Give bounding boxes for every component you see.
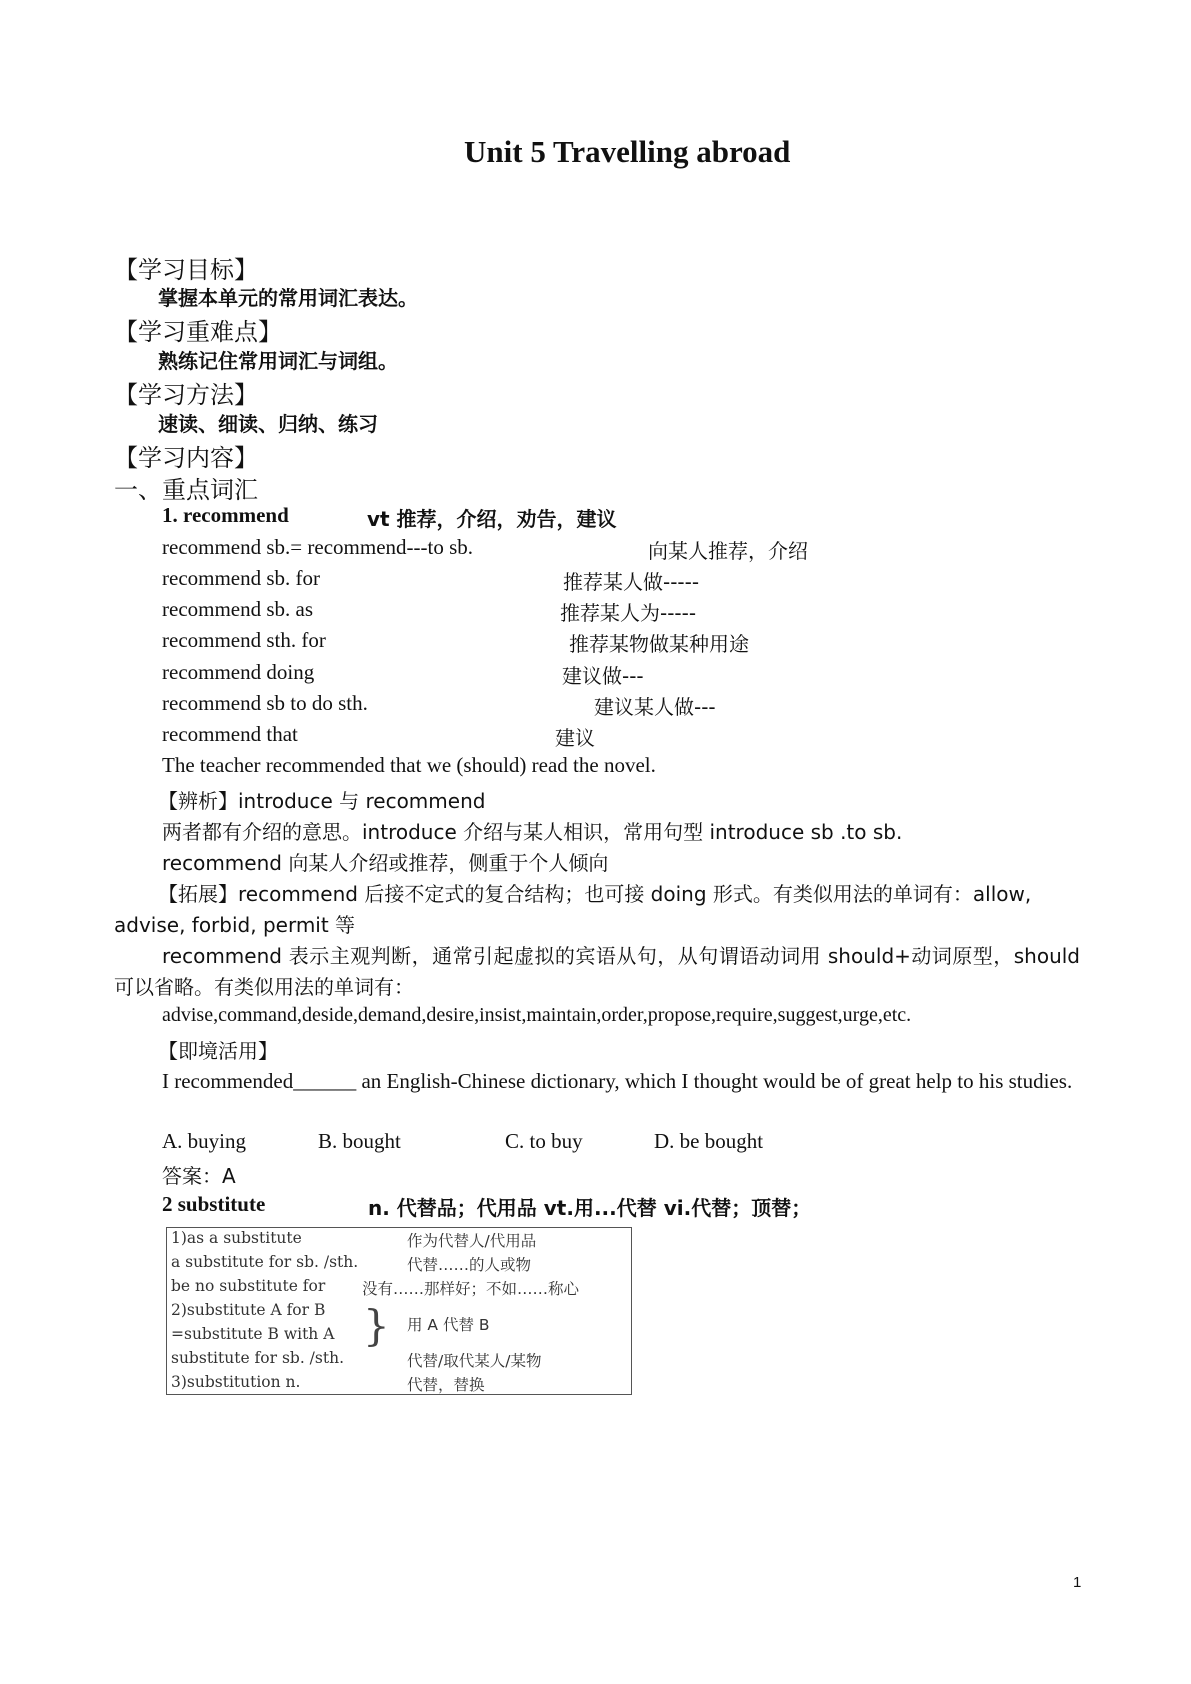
substitute-usage-table (166, 1227, 632, 1395)
table-row (167, 1229, 631, 1253)
subjunctive-paragraph: recommend 表示主观判断，通常引起虚拟的宾语从句，从句谓语动词用 should+动词原型，should 可以省略。有类似用法的单词有： (114, 944, 1080, 999)
phrase-cn: 推荐某人做----- (563, 570, 700, 594)
phrase-cn: 建议某人做--- (594, 695, 716, 719)
table-cell-en: a substitute for sb. /sth. (171, 1253, 359, 1271)
phrase-cn: 向某人推荐，介绍 (648, 539, 808, 563)
phrase-en: recommend sth. for (162, 628, 326, 652)
phrase-en: recommend sb. for (162, 566, 321, 590)
phrase-cn: 建议 (555, 726, 595, 750)
table-cell-en: be no substitute for (171, 1277, 326, 1295)
goal-heading: 【学习目标】 (114, 256, 258, 284)
option-b: B. bought (318, 1129, 401, 1153)
table-cell-cn: 用 A 代替 B (407, 1316, 490, 1334)
key-heading: 【学习重难点】 (114, 318, 282, 346)
compare-line-2: recommend 向某人介绍或推荐，侧重于个人倾向 (162, 851, 609, 875)
practice-heading: 【即境活用】 (158, 1039, 278, 1063)
phrase-en: recommend sb to do sth. (162, 691, 368, 715)
method-heading: 【学习方法】 (114, 381, 258, 409)
table-cell-en: =substitute B with A (171, 1325, 335, 1343)
compare-heading: 【辨析】introduce 与 recommend (158, 789, 486, 813)
table-row (167, 1373, 631, 1397)
key-text: 熟练记住常用词汇与词组。 (158, 349, 398, 373)
goal-text: 掌握本单元的常用词汇表达。 (158, 286, 418, 310)
table-cell-cn: 没有……那样好；不如……称心 (362, 1280, 580, 1298)
table-row (167, 1277, 631, 1301)
compare-line-1: 两者都有介绍的意思。introduce 介绍与某人相识，常用句型 introduce sb .to sb. (162, 820, 903, 844)
example-sentence: The teacher recommended that we (should) read the novel. (162, 753, 656, 777)
phrase-cn: 推荐某物做某种用途 (569, 632, 749, 656)
phrase-en: recommend doing (162, 660, 315, 684)
table-cell-en: 3)substitution n. (171, 1373, 301, 1391)
table-cell-cn: 代替/取代某人/某物 (407, 1352, 542, 1370)
content-heading: 【学习内容】 (114, 444, 258, 472)
table-cell-en: substitute for sb. /sth. (171, 1349, 344, 1367)
table-cell-en: 1)as a substitute (171, 1229, 302, 1247)
practice-question: I recommended______ an English-Chinese dictionary, which I thought would be of great help to his studies. (162, 1069, 1073, 1093)
extend-paragraph: 【拓展】recommend 后接不定式的复合结构；也可接 doing 形式。有类似用法的单词有：allow, advise, forbid, permit 等 (114, 882, 1032, 937)
table-cell-cn: 代替，替换 (407, 1376, 485, 1394)
option-c: C. to buy (505, 1129, 583, 1153)
vocab-heading: 一、重点词汇 (114, 476, 258, 504)
phrase-cn: 建议做--- (562, 664, 644, 688)
phrase-en: recommend sb. as (162, 597, 314, 621)
phrase-en: recommend that (162, 722, 298, 746)
verb-list: advise,command,deside,demand,desire,insist,maintain,order,propose,require,suggest,urge,etc. (162, 1004, 912, 1026)
option-a: A. buying (162, 1129, 246, 1153)
page-title: Unit 5 Travelling abroad (464, 134, 791, 169)
brace-symbol: } (363, 1301, 390, 1350)
table-cell-cn: 作为代替人/代用品 (407, 1232, 537, 1250)
phrase-cn: 推荐某人为----- (560, 601, 697, 625)
table-cell-cn: 代替……的人或物 (407, 1256, 532, 1274)
word1-head: 1. recommend (162, 503, 289, 527)
table-row (167, 1316, 631, 1349)
table-row (167, 1349, 631, 1373)
word2-definition: n. 代替品；代用品 vt.用...代替 vi.代替；顶替； (368, 1196, 812, 1220)
answer: 答案：A (162, 1164, 236, 1188)
word2-head: 2 substitute (162, 1192, 266, 1216)
phrase-en: recommend sb.= recommend---to sb. (162, 535, 474, 559)
table-row (167, 1301, 631, 1325)
table-row (167, 1253, 631, 1277)
table-cell-en: 2)substitute A for B (171, 1301, 326, 1319)
option-d: D. be bought (654, 1129, 764, 1153)
page-number: 1 (1073, 1574, 1082, 1591)
word1-definition: vt 推荐，介绍，劝告，建议 (367, 507, 617, 531)
method-text: 速读、细读、归纳、练习 (158, 412, 378, 436)
